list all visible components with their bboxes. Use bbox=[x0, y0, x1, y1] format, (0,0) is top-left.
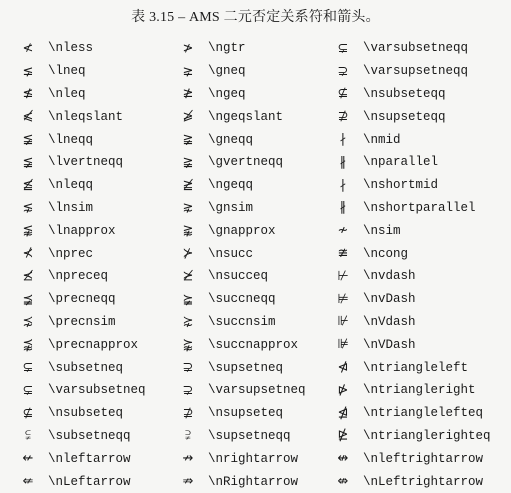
symbol-entry bbox=[178, 311, 276, 334]
symbol-glyph: ≁ bbox=[337, 223, 349, 239]
latex-command: \nparallel bbox=[363, 155, 439, 170]
symbol-glyph: ⩾̸ bbox=[182, 109, 194, 125]
table-row bbox=[18, 470, 503, 493]
latex-command: \nleq bbox=[48, 86, 86, 101]
latex-command: \nleqslant bbox=[48, 109, 124, 124]
table-row bbox=[18, 333, 503, 356]
latex-command: \ntriangleright bbox=[363, 383, 476, 398]
symbol-entry bbox=[18, 174, 93, 197]
symbol-glyph: ⪰̸ bbox=[182, 268, 194, 284]
table-row bbox=[18, 379, 503, 402]
symbol-glyph: ≇ bbox=[337, 246, 349, 262]
symbol-entry bbox=[333, 242, 408, 265]
symbol-glyph: ⊭ bbox=[337, 291, 349, 307]
table-row bbox=[18, 425, 503, 448]
symbol-entry bbox=[178, 356, 283, 379]
symbol-glyph: ≦̸ bbox=[22, 177, 34, 193]
latex-command: \nprec bbox=[48, 246, 94, 261]
latex-command: \lneqq bbox=[48, 132, 94, 147]
latex-command: \varsupsetneqq bbox=[363, 64, 469, 79]
symbol-glyph: ⊮ bbox=[337, 314, 349, 330]
latex-command: \lnsim bbox=[48, 200, 94, 215]
latex-command: \nsucc bbox=[208, 246, 254, 261]
symbol-entry bbox=[18, 447, 131, 470]
symbol-entry bbox=[178, 470, 298, 493]
symbol-glyph: ⊋ bbox=[337, 63, 349, 79]
symbol-entry bbox=[18, 311, 116, 334]
symbol-entry bbox=[333, 402, 483, 425]
table-row bbox=[18, 288, 503, 311]
symbol-glyph: ≩ bbox=[182, 154, 194, 170]
latex-command: \gvertneqq bbox=[208, 155, 284, 170]
table-row bbox=[18, 151, 503, 174]
symbol-entry bbox=[18, 60, 86, 83]
table-row bbox=[18, 447, 503, 470]
latex-command: \ngeqslant bbox=[208, 109, 284, 124]
table-row bbox=[18, 60, 503, 83]
latex-command: \lnapprox bbox=[48, 223, 116, 238]
latex-command: \lvertneqq bbox=[48, 155, 124, 170]
symbol-entry bbox=[18, 105, 123, 128]
symbol-glyph: ⇏ bbox=[182, 474, 194, 490]
latex-command: \subsetneqq bbox=[48, 428, 131, 443]
symbol-glyph: ⪶ bbox=[182, 291, 194, 307]
latex-command: \gneq bbox=[208, 64, 246, 79]
symbol-entry bbox=[178, 425, 291, 448]
symbol-glyph: ⋨ bbox=[22, 314, 34, 330]
symbol-entry bbox=[178, 265, 268, 288]
symbol-entry bbox=[178, 151, 283, 174]
symbol-entry bbox=[178, 219, 276, 242]
latex-command: \nshortmid bbox=[363, 178, 439, 193]
latex-command: \gneqq bbox=[208, 132, 254, 147]
symbol-entry bbox=[178, 197, 253, 220]
latex-command: \gnapprox bbox=[208, 223, 276, 238]
symbol-entry bbox=[333, 333, 416, 356]
symbol-glyph: ⊊ bbox=[337, 40, 349, 56]
symbol-glyph: ⊬ bbox=[337, 268, 349, 284]
symbol-glyph: ⋫ bbox=[337, 382, 349, 398]
latex-command: \nvdash bbox=[363, 269, 416, 284]
symbol-glyph: ⇍ bbox=[22, 474, 34, 490]
symbol-entry bbox=[333, 447, 483, 470]
latex-command: \nsubseteq bbox=[48, 406, 124, 421]
table-row bbox=[18, 197, 503, 220]
symbol-glyph: ⪯̸ bbox=[22, 268, 34, 284]
latex-command: \succnapprox bbox=[208, 337, 299, 352]
symbol-glyph: ∤ bbox=[339, 132, 347, 148]
latex-command: \nsupseteq bbox=[208, 406, 284, 421]
latex-command: \nVDash bbox=[363, 337, 416, 352]
symbol-entry bbox=[333, 105, 446, 128]
symbol-entry bbox=[333, 265, 416, 288]
symbol-entry bbox=[333, 288, 416, 311]
symbol-glyph: ≨ bbox=[22, 154, 34, 170]
symbol-glyph: ⊊ bbox=[22, 382, 34, 398]
latex-command: \nLeftrightarrow bbox=[363, 474, 484, 489]
symbol-entry bbox=[178, 174, 253, 197]
symbol-glyph: ⪊ bbox=[182, 223, 194, 239]
symbol-glyph: ⊋ bbox=[182, 360, 194, 376]
symbol-glyph: ≰ bbox=[22, 86, 34, 102]
latex-command: \nsupseteqq bbox=[363, 109, 446, 124]
symbol-entry bbox=[18, 37, 93, 60]
table-row bbox=[18, 242, 503, 265]
symbol-glyph: ⪺ bbox=[182, 337, 194, 353]
latex-command: \nleqq bbox=[48, 178, 94, 193]
latex-command: \nVdash bbox=[363, 314, 416, 329]
symbol-glyph: ↮ bbox=[337, 451, 349, 467]
latex-command: \ngeqq bbox=[208, 178, 254, 193]
symbol-entry bbox=[178, 288, 276, 311]
latex-command: \subsetneq bbox=[48, 360, 124, 375]
symbol-entry bbox=[333, 379, 476, 402]
symbol-entry bbox=[178, 83, 246, 106]
latex-command: \precnapprox bbox=[48, 337, 139, 352]
symbol-glyph: ⊈ bbox=[337, 86, 349, 102]
symbol-glyph: ⊉ bbox=[182, 405, 194, 421]
symbol-glyph: ⇎ bbox=[337, 474, 349, 490]
symbol-entry bbox=[18, 402, 123, 425]
symbol-entry bbox=[178, 105, 283, 128]
symbol-entry bbox=[333, 60, 468, 83]
latex-command: \nvDash bbox=[363, 292, 416, 307]
symbol-entry bbox=[333, 470, 483, 493]
symbol-glyph: ≩ bbox=[182, 132, 194, 148]
latex-command: \gnsim bbox=[208, 200, 254, 215]
symbol-entry bbox=[333, 83, 446, 106]
table-row bbox=[18, 311, 503, 334]
symbol-entry bbox=[333, 311, 416, 334]
symbol-entry bbox=[178, 37, 246, 60]
latex-command: \succnsim bbox=[208, 314, 276, 329]
table-caption: 表 3.15 – AMS 二元否定关系符和箭头。 bbox=[131, 10, 380, 25]
symbol-entry bbox=[333, 197, 476, 220]
symbol-glyph: ≨ bbox=[22, 132, 34, 148]
symbol-entry bbox=[178, 379, 306, 402]
symbol-glyph: ≮ bbox=[22, 40, 34, 56]
table-row bbox=[18, 105, 503, 128]
symbol-glyph: ⫋ bbox=[25, 428, 31, 444]
symbol-glyph: ≧̸ bbox=[182, 177, 194, 193]
symbol-glyph: ≱ bbox=[182, 86, 194, 102]
symbol-glyph: ⋩ bbox=[182, 314, 194, 330]
latex-command: \precneqq bbox=[48, 292, 116, 307]
symbol-glyph: ⪵ bbox=[22, 291, 34, 307]
symbol-glyph: ⪉ bbox=[22, 223, 34, 239]
latex-command: \varsubsetneqq bbox=[363, 41, 469, 56]
symbol-glyph: ⋦ bbox=[22, 200, 34, 216]
symbol-glyph: ⊊ bbox=[22, 360, 34, 376]
symbol-entry bbox=[18, 128, 93, 151]
symbol-entry bbox=[18, 242, 93, 265]
symbol-glyph: ⋭ bbox=[337, 428, 349, 444]
symbol-entry bbox=[333, 356, 468, 379]
symbol-entry bbox=[178, 60, 246, 83]
symbol-glyph: ↛ bbox=[182, 451, 194, 467]
symbol-entry bbox=[333, 37, 468, 60]
latex-command: \ntrianglelefteq bbox=[363, 406, 484, 421]
symbol-entry bbox=[18, 197, 93, 220]
symbol-glyph: ⪈ bbox=[182, 63, 194, 79]
symbol-glyph: ⊋ bbox=[182, 382, 194, 398]
symbol-entry bbox=[178, 402, 283, 425]
symbol-entry bbox=[333, 425, 491, 448]
symbol-entry bbox=[18, 379, 146, 402]
symbol-entry bbox=[178, 333, 298, 356]
symbol-glyph: ⪹ bbox=[22, 337, 34, 353]
symbol-glyph: ↚ bbox=[22, 451, 34, 467]
latex-command: \varsubsetneq bbox=[48, 383, 146, 398]
latex-command: \ntrianglerighteq bbox=[363, 428, 491, 443]
latex-command: \nRightarrow bbox=[208, 474, 299, 489]
latex-command: \npreceq bbox=[48, 269, 109, 284]
symbol-glyph: ⋬ bbox=[337, 405, 349, 421]
symbol-glyph: ∦ bbox=[339, 154, 347, 170]
symbol-entry bbox=[178, 128, 253, 151]
latex-command: \varsupsetneq bbox=[208, 383, 306, 398]
latex-command: \precnsim bbox=[48, 314, 116, 329]
symbol-entry bbox=[178, 242, 253, 265]
symbol-entry bbox=[18, 470, 131, 493]
latex-command: \nshortparallel bbox=[363, 200, 476, 215]
latex-command: \nrightarrow bbox=[208, 451, 299, 466]
latex-command: \succneqq bbox=[208, 292, 276, 307]
latex-command: \nleftarrow bbox=[48, 451, 131, 466]
symbol-glyph: ∦ bbox=[339, 200, 347, 216]
latex-command: \supsetneq bbox=[208, 360, 284, 375]
latex-command: \lneq bbox=[48, 64, 86, 79]
symbol-glyph: ⩽̸ bbox=[22, 109, 34, 125]
symbol-glyph: ⫌ bbox=[185, 428, 191, 444]
table-row bbox=[18, 356, 503, 379]
symbol-entry bbox=[18, 151, 123, 174]
symbol-table bbox=[18, 37, 503, 493]
table-row bbox=[18, 174, 503, 197]
latex-command: \ncong bbox=[363, 246, 409, 261]
symbol-entry bbox=[333, 174, 438, 197]
symbol-entry bbox=[18, 356, 123, 379]
symbol-entry bbox=[333, 151, 438, 174]
latex-command: \nsubseteqq bbox=[363, 86, 446, 101]
symbol-entry bbox=[18, 83, 86, 106]
symbol-entry bbox=[178, 447, 298, 470]
symbol-entry bbox=[18, 219, 116, 242]
symbol-glyph: ⋧ bbox=[182, 200, 194, 216]
latex-command: \ntriangleleft bbox=[363, 360, 469, 375]
latex-command: \nleftrightarrow bbox=[363, 451, 484, 466]
symbol-entry bbox=[18, 333, 138, 356]
symbol-entry bbox=[333, 219, 401, 242]
table-row bbox=[18, 265, 503, 288]
symbol-entry bbox=[18, 425, 131, 448]
symbol-entry bbox=[333, 128, 401, 151]
latex-command: \supsetneqq bbox=[208, 428, 291, 443]
table-row bbox=[18, 128, 503, 151]
symbol-glyph: ⊈ bbox=[22, 405, 34, 421]
latex-command: \ngeq bbox=[208, 86, 246, 101]
latex-command: \ngtr bbox=[208, 41, 246, 56]
symbol-glyph: ∤ bbox=[339, 177, 347, 193]
latex-command: \nsucceq bbox=[208, 269, 269, 284]
symbol-glyph: ≯ bbox=[182, 40, 194, 56]
table-row bbox=[18, 402, 503, 425]
latex-command: \nmid bbox=[363, 132, 401, 147]
latex-command: \nLeftarrow bbox=[48, 474, 131, 489]
symbol-glyph: ⊀ bbox=[22, 246, 34, 262]
symbol-glyph: ⊉ bbox=[337, 109, 349, 125]
table-row bbox=[18, 83, 503, 106]
symbol-entry bbox=[18, 265, 108, 288]
latex-command: \nless bbox=[48, 41, 94, 56]
symbol-entry bbox=[18, 288, 116, 311]
symbol-glyph: ⊯ bbox=[337, 337, 349, 353]
table-row bbox=[18, 219, 503, 242]
symbol-glyph: ⋪ bbox=[337, 360, 349, 376]
table-row bbox=[18, 37, 503, 60]
symbol-glyph: ⊁ bbox=[182, 246, 194, 262]
symbol-glyph: ⪇ bbox=[22, 63, 34, 79]
latex-command: \nsim bbox=[363, 223, 401, 238]
